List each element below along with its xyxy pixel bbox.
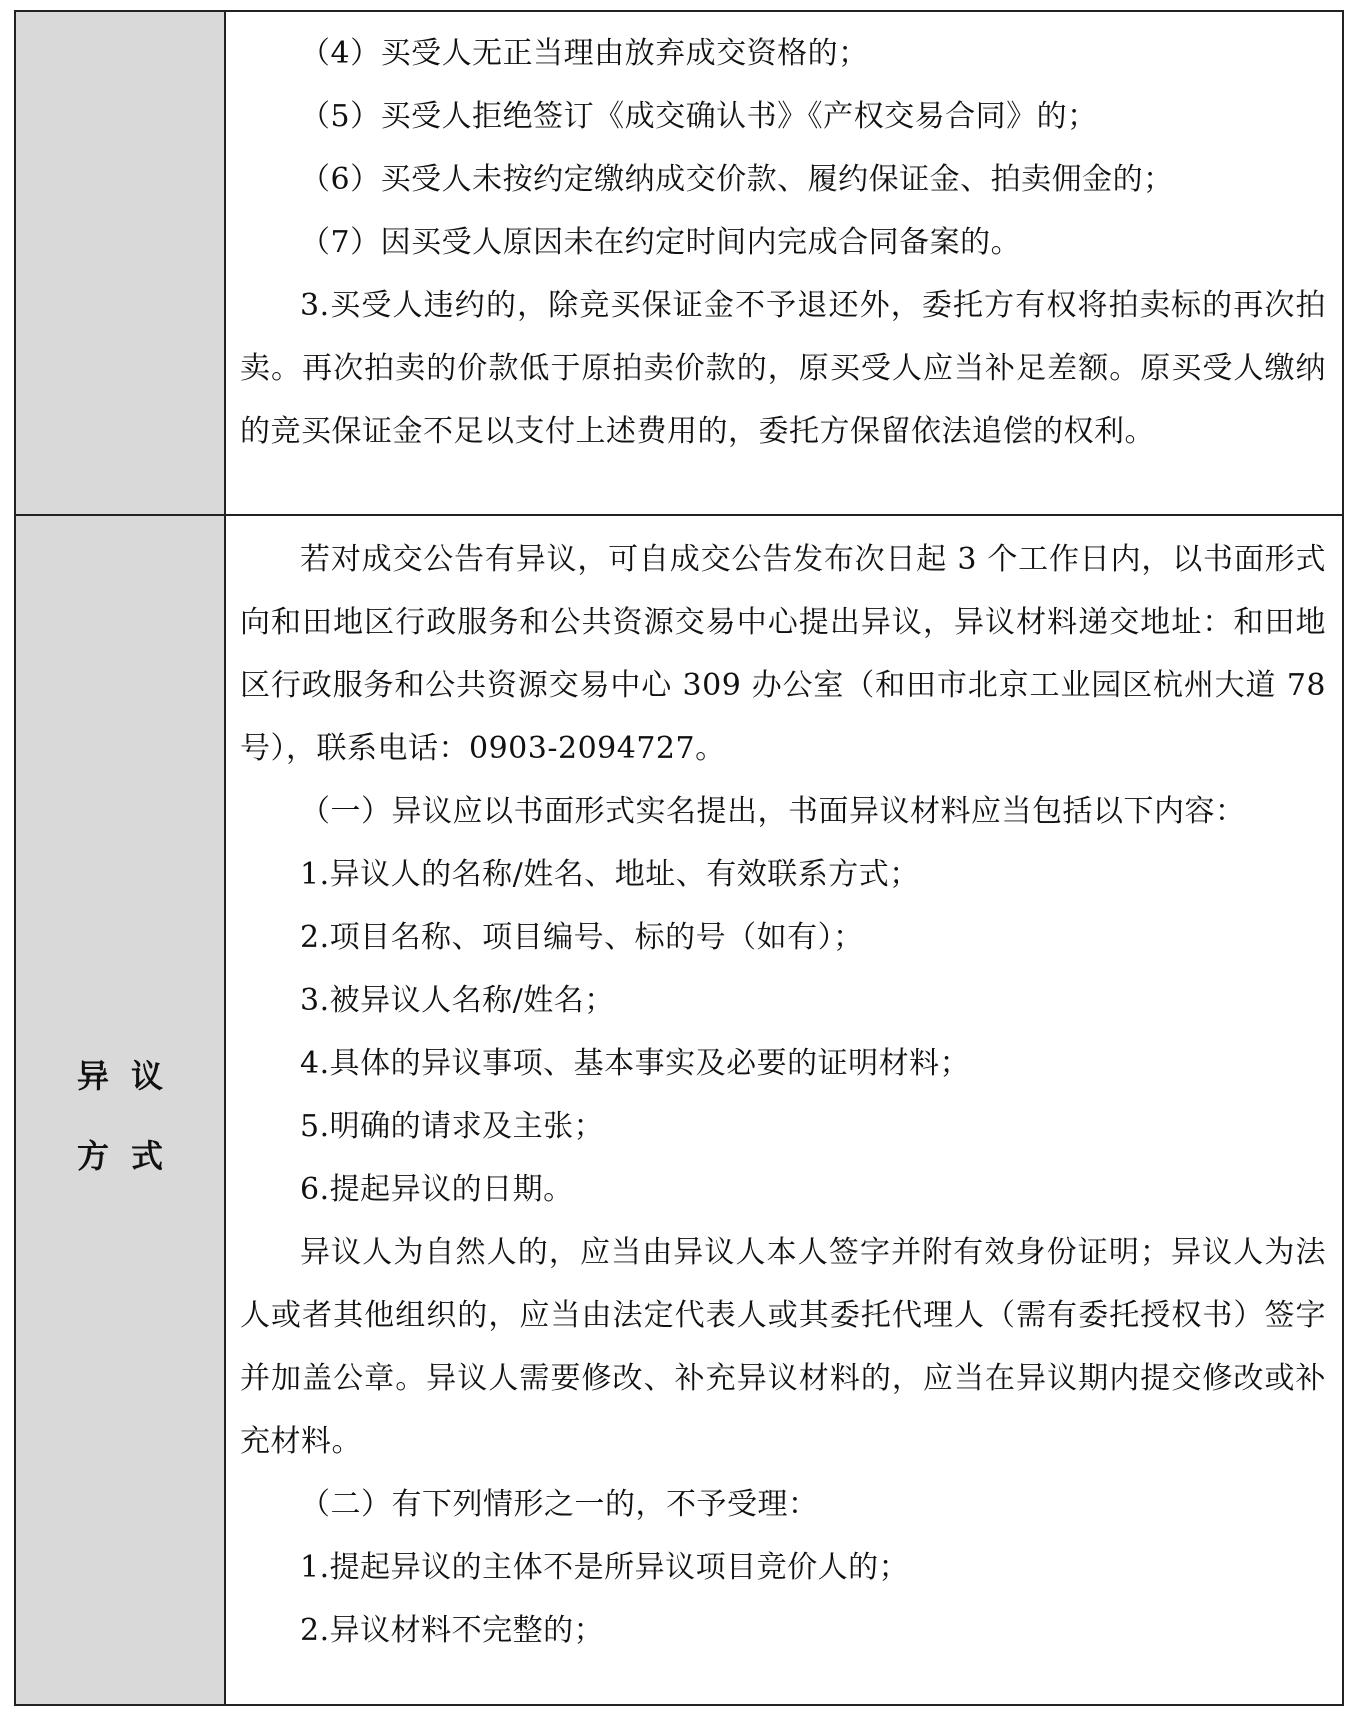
breach-clause-label-cell (16, 12, 226, 514)
rejection-item-2: 2.异议材料不完整的； (300, 1613, 605, 1648)
objection-method-content (226, 516, 1342, 1704)
breach-clause-content (226, 12, 1342, 514)
objection-content-item-5: 5.明确的请求及主张； (300, 1109, 605, 1144)
document-table (14, 10, 1344, 1706)
breach-item-5: （5）买受人拒绝签订《成交确认书》《产权交易合同》的； (300, 99, 1098, 134)
objection-method-label-cell (16, 516, 226, 1704)
objection-section-1-heading: （一）异议应以书面形式实名提出，书面异议材料应当包括以下内容： (300, 794, 1246, 829)
objection-section-2-heading: （二）有下列情形之一的，不予受理： (300, 1487, 819, 1522)
objection-intro-paragraph: 若对成交公告有异议，可自成交公告发布次日起 3 个工作日内，以书面形式向和田地区行政服务和公共资源交易中心提出异议，异议材料递交地址：和田地区行政服务和公共资源交易中心 309 办公室（和田市北京工业园区杭州大道 78 号），联系电话：0903-2094727。 (240, 542, 1326, 766)
label-line-method: 方式 (76, 1137, 185, 1175)
breach-item-6: （6）买受人未按约定缴纳成交价款、履约保证金、拍卖佣金的； (300, 162, 1174, 197)
breach-clause-row (16, 12, 1342, 516)
objection-signature-paragraph: 异议人为自然人的，应当由异议人本人签字并附有效身份证明；异议人为法人或者其他组织的，应当由法定代表人或其委托代理人（需有委托授权书）签字并加盖公章。异议人需要修改、补充异议材料的，应当在异议期内提交修改或补充材料。 (240, 1235, 1326, 1459)
objection-content-item-1: 1.异议人的名称/姓名、地址、有效联系方式； (300, 857, 920, 892)
objection-content-item-4: 4.具体的异议事项、基本事实及必要的证明材料； (300, 1046, 971, 1081)
objection-content-item-3: 3.被异议人名称/姓名； (300, 983, 615, 1018)
breach-item-7: （7）因买受人原因未在约定时间内完成合同备案的。 (300, 225, 1022, 260)
breach-item-4: （4）买受人无正当理由放弃成交资格的； (300, 36, 869, 71)
objection-content-item-2: 2.项目名称、项目编号、标的号（如有）； (300, 920, 864, 955)
breach-penalty-paragraph: 3.买受人违约的，除竞买保证金不予退还外，委托方有权将拍卖标的再次拍卖。再次拍卖的价款低于原拍卖价款的，原买受人应当补足差额。原买受人缴纳的竞买保证金不足以支付上述费用的，委托方保留依法追偿的权利。 (240, 288, 1326, 449)
rejection-item-1: 1.提起异议的主体不是所异议项目竞价人的； (300, 1550, 910, 1585)
objection-method-row (16, 516, 1342, 1704)
objection-method-label (16, 1036, 224, 1196)
objection-content-item-6: 6.提起异议的日期。 (300, 1172, 574, 1207)
label-line-objection: 异议 (76, 1057, 185, 1095)
